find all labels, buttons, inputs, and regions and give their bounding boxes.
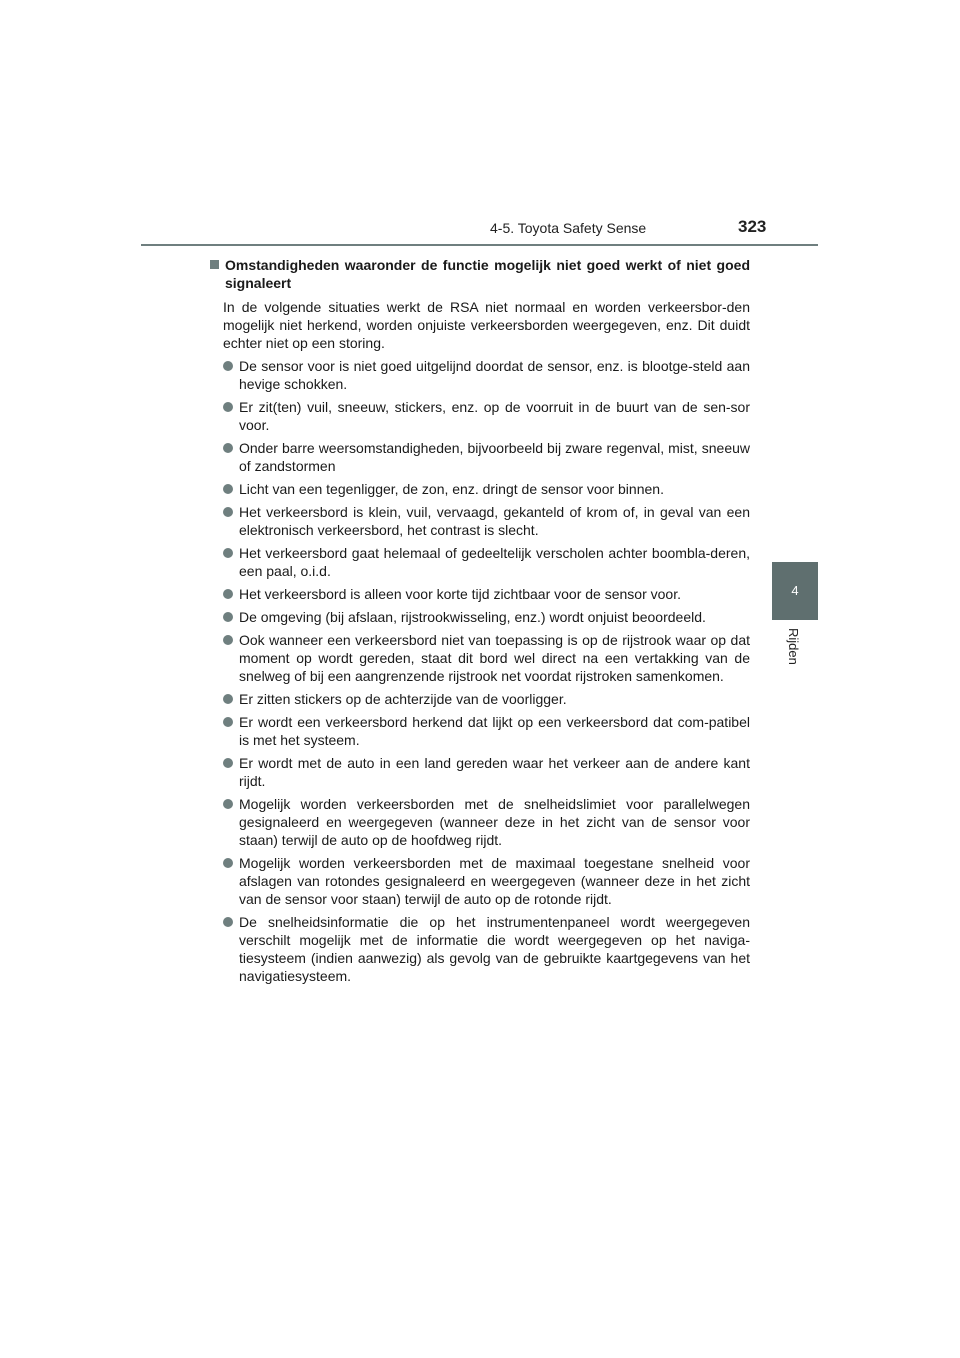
list-item [209, 713, 750, 749]
list-item [209, 854, 750, 908]
list-item-text: Het verkeersbord gaat helemaal of gedeeltelijk verscholen achter boombla-deren, een paal, o.i.d. [239, 545, 750, 579]
bullet-dot-icon [223, 758, 233, 768]
list-item [209, 754, 750, 790]
bullet-dot-icon [223, 717, 233, 727]
page-number: 323 [738, 217, 767, 236]
chapter-tab [772, 620, 818, 710]
list-item-text: Er zitten stickers op de achterzijde van de voorligger. [239, 691, 567, 707]
list-item [209, 357, 750, 393]
list-item-text: Het verkeersbord is alleen voor korte tijd zichtbaar voor de sensor voor. [239, 586, 681, 602]
list-item-text: De snelheidsinformatie die op het instrumentenpaneel wordt weergegeven verschilt mogelijk met de informatie die wordt weergegeven op het naviga-tiesysteem (indien aanwezig) als gevolg van de gebruikte kaartgegevens van het navigatiesysteem. [239, 914, 750, 984]
bullet-dot-icon [223, 799, 233, 809]
bullet-dot-icon [223, 612, 233, 622]
list-item-text: De sensor voor is niet goed uitgelijnd doordat de sensor, enz. is blootge-steld aan hevige schokken. [239, 358, 750, 392]
bullet-dot-icon [223, 858, 233, 868]
header-divider [141, 244, 818, 246]
bullet-dot-icon [223, 917, 233, 927]
square-bullet-icon [210, 260, 219, 269]
bullet-dot-icon [223, 484, 233, 494]
list-item-text: Mogelijk worden verkeersborden met de maximaal toegestane snelheid voor afslagen van rotondes gesignaleerd en weergegeven (wanneer deze in het zicht van de sensor voor staan) terwijl de auto op de rotonde rijdt. [239, 855, 750, 907]
section-heading-text: Omstandigheden waaronder de functie mogelijk niet goed werkt of niet goed signaleert [225, 257, 750, 291]
list-item-text: Er wordt een verkeersbord herkend dat lijkt op een verkeersbord dat com-patibel is met het systeem. [239, 714, 750, 748]
bullet-dot-icon [223, 507, 233, 517]
chapter-tab-number: 4 [772, 562, 818, 620]
list-item [209, 439, 750, 475]
list-item-text: Er wordt met de auto in een land gereden waar het verkeer aan de andere kant rijdt. [239, 755, 750, 789]
page-content [209, 256, 750, 990]
list-item [209, 544, 750, 580]
list-item-text: De omgeving (bij afslaan, rijstrookwisseling, enz.) wordt onjuist beoordeeld. [239, 609, 706, 625]
list-item [209, 503, 750, 539]
list-item [209, 795, 750, 849]
bullet-dot-icon [223, 589, 233, 599]
bullet-dot-icon [223, 402, 233, 412]
list-item [209, 480, 750, 498]
intro-paragraph: In de volgende situaties werkt de RSA niet normaal en worden verkeersbor-den mogelijk niet herkend, worden onjuiste verkeersborden weergegeven, enz. Dit duidt echter niet op een storing. [223, 299, 750, 351]
list-item-text: Licht van een tegenligger, de zon, enz. dringt de sensor voor binnen. [239, 481, 664, 497]
running-header-section: 4-5. Toyota Safety Sense [490, 220, 647, 236]
list-item-text: Het verkeersbord is klein, vuil, vervaagd, gekanteld of krom of, in geval van een elektronisch verkeersbord, het contrast is slecht. [239, 504, 750, 538]
bullet-list [209, 357, 750, 985]
list-item-text: Er zit(ten) vuil, sneeuw, stickers, enz. op de voorruit in de buurt van de sen-sor voor. [239, 399, 750, 433]
list-item [209, 690, 750, 708]
bullet-dot-icon [223, 548, 233, 558]
bullet-dot-icon [223, 694, 233, 704]
list-item-text: Ook wanneer een verkeersbord niet van toepassing is op de rijstrook waar op dat moment op wordt gereden, staat dit bord wel direct na een vertakking van de snelweg of bij een aangrenzende rijstrook net voordat rijstroken samenkomen. [239, 632, 750, 684]
list-item [209, 585, 750, 603]
chapter-tab-title: Rijden [786, 628, 801, 665]
list-item-text: Onder barre weersomstandigheden, bijvoorbeeld bij zware regenval, mist, sneeuw of zandstormen [239, 440, 750, 474]
bullet-dot-icon [223, 443, 233, 453]
bullet-dot-icon [223, 361, 233, 371]
bullet-dot-icon [223, 635, 233, 645]
list-item-text: Mogelijk worden verkeersborden met de snelheidslimiet voor parallelwegen gesignaleerd en weergegeven (wanneer deze in het zicht van de sensor voor staan) terwijl de auto op de hoofdweg rijdt. [239, 796, 750, 848]
list-item [209, 631, 750, 685]
list-item [209, 398, 750, 434]
section-heading [209, 256, 750, 292]
list-item [209, 608, 750, 626]
list-item [209, 913, 750, 985]
